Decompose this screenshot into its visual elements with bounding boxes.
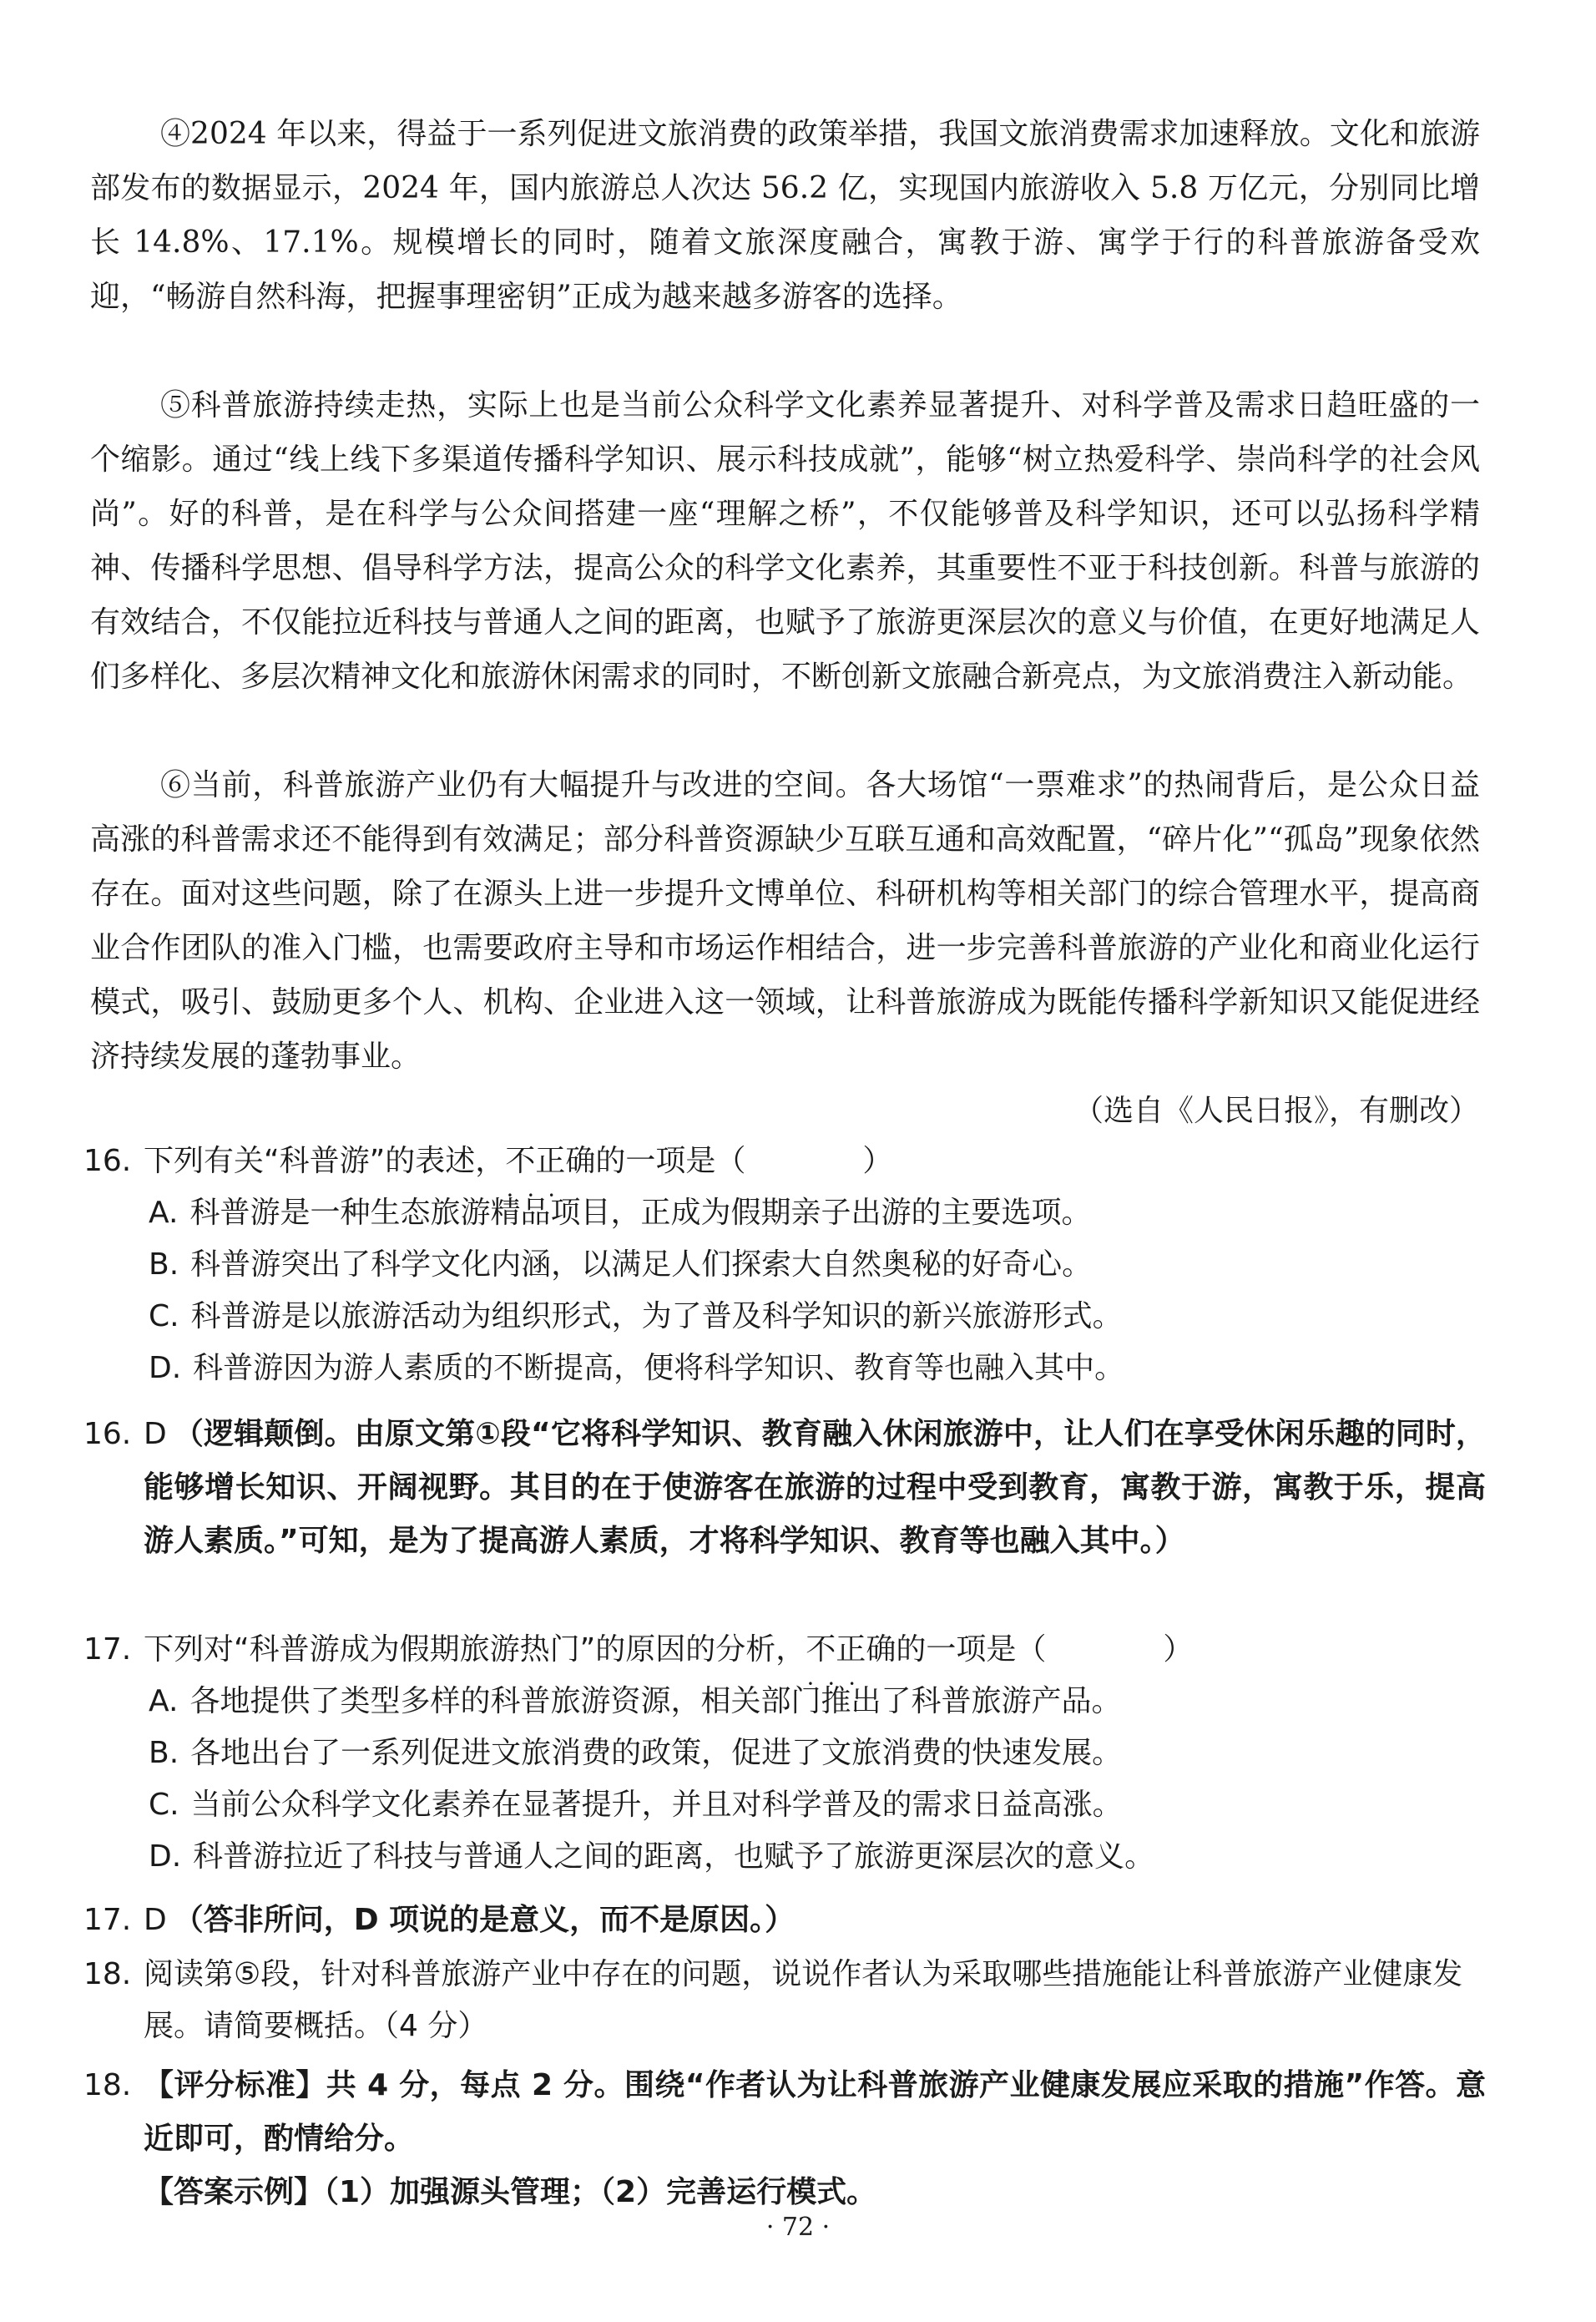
answer-letter: D bbox=[144, 1903, 167, 1937]
answer-explanation: （逻辑颠倒。由原文第①段“它将科学知识、教育融入休闲旅游中，让人们在享受休闲乐趣的同时，能够增长知识、开阔视野。其目的在于使游客在旅游的过程中受到教育，寓教于游，寓教于乐，提高游人素质。”可知，是为了提高游人素质，才将科学知识、教育等也融入其中。） bbox=[144, 1417, 1486, 1558]
answer-number: 16. bbox=[83, 1417, 132, 1451]
page-number: · 72 · bbox=[765, 2213, 831, 2242]
question-number: 16. bbox=[83, 1144, 132, 1178]
answer-16 bbox=[83, 1408, 1486, 1568]
paragraph-5: ⑤科普旅游持续走热，实际上也是当前公众科学文化素养显著提升、对科学普及需求日趋旺盛的一个缩影。通过“线上线下多渠道传播科学知识、展示科技成就”，能够“树立热爱科学、崇尚科学的社会风尚”。好的科普，是在科学与公众间搭建一座“理解之桥”，不仅能够普及科学知识，还可以弘扬科学精神、传播科学思想、倡导科学方法，提高公众的科学文化素养，其重要性不亚于科技创新。科普与旅游的有效结合，不仅能拉近科技与普通人之间的距离，也赋予了旅游更深层次的意义与价值，在更好地满足人们多样化、多层次精神文化和旅游休闲需求的同时，不断创新文旅融合新亮点，为文旅消费注入新动能。 bbox=[90, 388, 1480, 694]
answer-18 bbox=[83, 2059, 1486, 2166]
option-a: A. 科普游是一种生态旅游精品项目，正成为假期亲子出游的主要选项。 bbox=[149, 1196, 1092, 1230]
question-stem: 下列有关“科普游”的表述，不正确 • • •的一项是（ ） bbox=[144, 1136, 1486, 1187]
scoring-rubric: 【评分标准】共 4 分，每点 2 分。围绕“作者认为让科普旅游产业健康发展应采取的措施”作答。意近即可，酌情给分。 bbox=[144, 2068, 1486, 2156]
emphasis-dots: 不正确 • • • bbox=[806, 1624, 896, 1676]
source-citation: （选自《人民日报》，有删改） bbox=[1073, 1094, 1479, 1128]
option-c: C. 科普游是以旅游活动为组织形式，为了普及科学知识的新兴旅游形式。 bbox=[149, 1299, 1123, 1333]
paragraph-4: ④2024 年以来，得益于一系列促进文旅消费的政策举措，我国文旅消费需求加速释放。文化和旅游部发布的数据显示，2024 年，国内旅游总人次达 56.2 亿，实现国内旅游收入 5.8 万亿元，分别同比增长 14.8%、17.1%。规模增长的同时，随着文旅深度融合，寓教于游、寓学于行的科普旅游备受欢迎，“畅游自然科海，把握事理密钥”正成为越来越多游客的选择。 bbox=[90, 117, 1480, 314]
option-b: B. 科普游突出了科学文化内涵，以满足人们探索大自然奥秘的好奇心。 bbox=[149, 1247, 1093, 1282]
question-18 bbox=[83, 1949, 1486, 2052]
answer-explanation: （答非所问，D 项说的是意义，而不是原因。） bbox=[173, 1903, 795, 1937]
emphasis-dots: 不正确 • • • bbox=[505, 1136, 595, 1187]
question-stem: 下列对“科普游成为假期旅游热门”的原因的分析，不正确 • • •的一项是（ ） bbox=[144, 1624, 1486, 1676]
option-a: A. 各地提供了类型多样的科普旅游资源，相关部门推出了科普旅游产品。 bbox=[149, 1684, 1122, 1718]
answer-number: 17. bbox=[83, 1903, 132, 1937]
option-d: D. 科普游因为游人素质的不断提高，便将科学知识、教育等也融入其中。 bbox=[149, 1351, 1125, 1385]
question-16 bbox=[83, 1136, 1486, 1394]
question-stem: 阅读第⑤段，针对科普旅游产业中存在的问题，说说作者认为采取哪些措施能让科普旅游产业健康发展。请简要概括。（4 分） bbox=[144, 1957, 1463, 2043]
option-c: C. 当前公众科学文化素养在显著提升，并且对科学普及的需求日益高涨。 bbox=[149, 1788, 1123, 1822]
option-b: B. 各地出台了一系列促进文旅消费的政策，促进了文旅消费的快速发展。 bbox=[149, 1736, 1123, 1770]
answer-number: 18. bbox=[83, 2068, 132, 2102]
question-number: 18. bbox=[83, 1957, 132, 1991]
answer-example: 【答案示例】（1）加强源头管理；（2）完善运行模式。 bbox=[144, 2175, 877, 2209]
paragraph-6: ⑥当前，科普旅游产业仍有大幅提升与改进的空间。各大场馆“一票难求”的热闹背后，是公众日益高涨的科普需求还不能得到有效满足；部分科普资源缺少互联互通和高效配置，“碎片化”“孤岛”现象依然存在。面对这些问题，除了在源头上进一步提升文博单位、科研机构等相关部门的综合管理水平，提高商业合作团队的准入门槛，也需要政府主导和市场运作相结合，进一步完善科普旅游的产业化和商业化运行模式，吸引、鼓励更多个人、机构、企业进入这一领域，让科普旅游成为既能传播科学新知识又能促进经济持续发展的蓬勃事业。 bbox=[90, 768, 1480, 1074]
question-17 bbox=[83, 1624, 1486, 1883]
answer-letter: D bbox=[144, 1417, 167, 1451]
question-number: 17. bbox=[83, 1632, 132, 1667]
option-d: D. 科普游拉近了科技与普通人之间的距离，也赋予了旅游更深层次的意义。 bbox=[149, 1839, 1155, 1874]
answer-17 bbox=[83, 1894, 1486, 1947]
